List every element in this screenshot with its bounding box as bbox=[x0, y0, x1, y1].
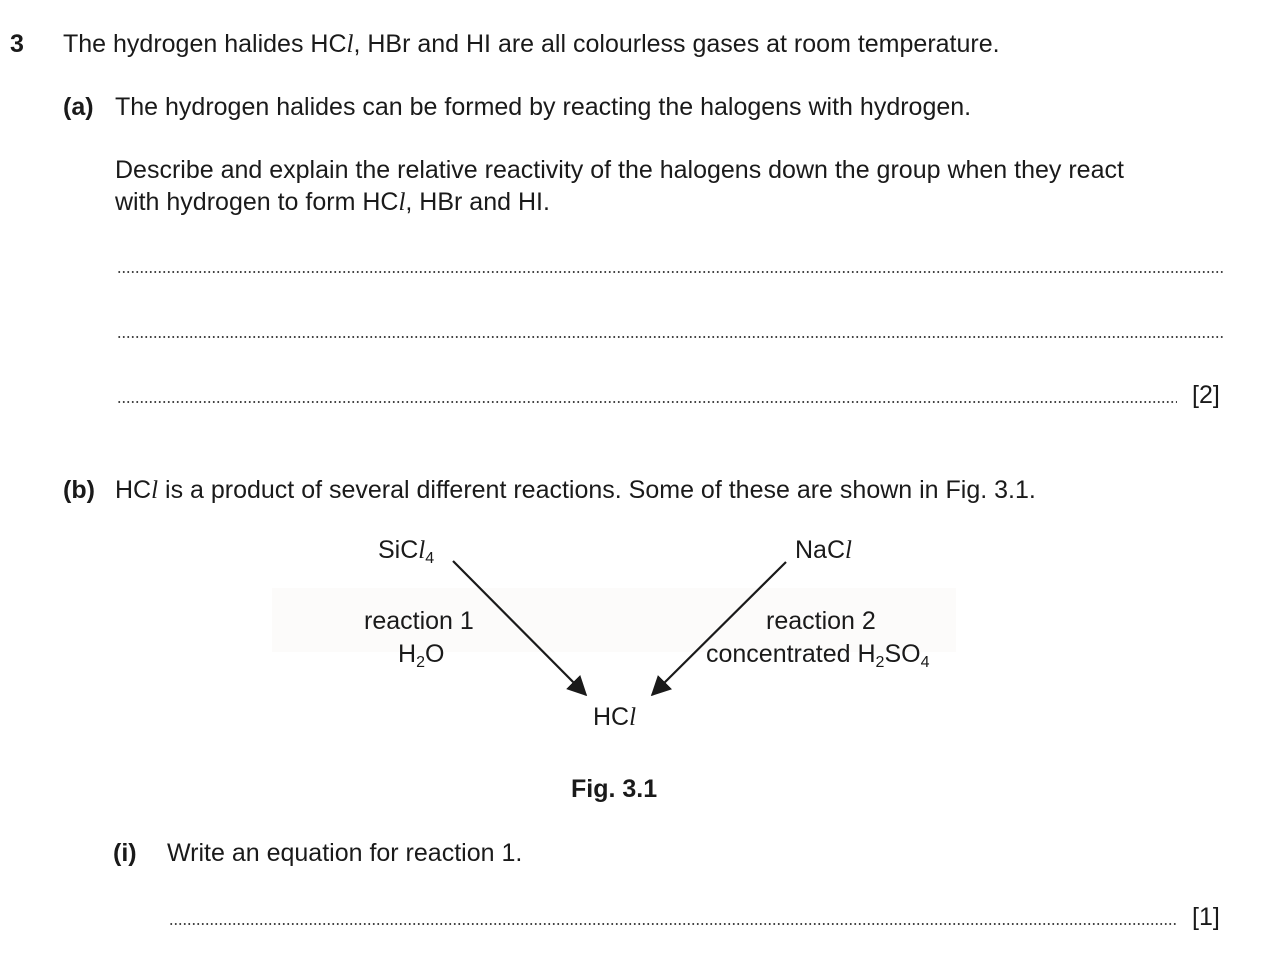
part-a-label: (a) bbox=[63, 93, 94, 121]
part-b-i-marks: [1] bbox=[1192, 903, 1220, 931]
reaction-2-label: reaction 2 bbox=[766, 607, 876, 635]
part-b-label: (b) bbox=[63, 476, 95, 504]
reactant-nacl: NaCl bbox=[795, 536, 852, 564]
part-b-i-text: Write an equation for reaction 1. bbox=[167, 839, 523, 867]
question-stem: The hydrogen halides HCl, HBr and HI are all colourless gases at room temperature. bbox=[63, 30, 1000, 58]
reaction-1-label: reaction 1 bbox=[364, 607, 474, 635]
reactant-sicl4: SiCl$_4$ bbox=[378, 536, 435, 567]
question-number: 3 bbox=[10, 30, 24, 58]
reaction-1-reagent: $H_2O$ bbox=[398, 640, 445, 671]
figure-caption: Fig. 3.1 bbox=[571, 775, 658, 803]
reaction-2-reagent: concentrated $H_2SO_4$ bbox=[706, 640, 930, 671]
answer-line[interactable] bbox=[169, 923, 1177, 925]
part-a-task-line2: with hydrogen to form HCl, HBr and HI. bbox=[115, 188, 550, 216]
part-a-intro: The hydrogen halides can be formed by reacting the halogens with hydrogen. bbox=[115, 93, 972, 121]
part-b-i-label: (i) bbox=[113, 839, 137, 867]
part-b-intro: HCl is a product of several different reactions. Some of these are shown in Fig. 3.1. bbox=[115, 476, 1036, 504]
part-a-task-line1: Describe and explain the relative reactivity of the halogens down the group when they react bbox=[115, 156, 1124, 184]
product-hcl: HCl bbox=[593, 703, 637, 731]
part-a-marks: [2] bbox=[1192, 381, 1220, 409]
